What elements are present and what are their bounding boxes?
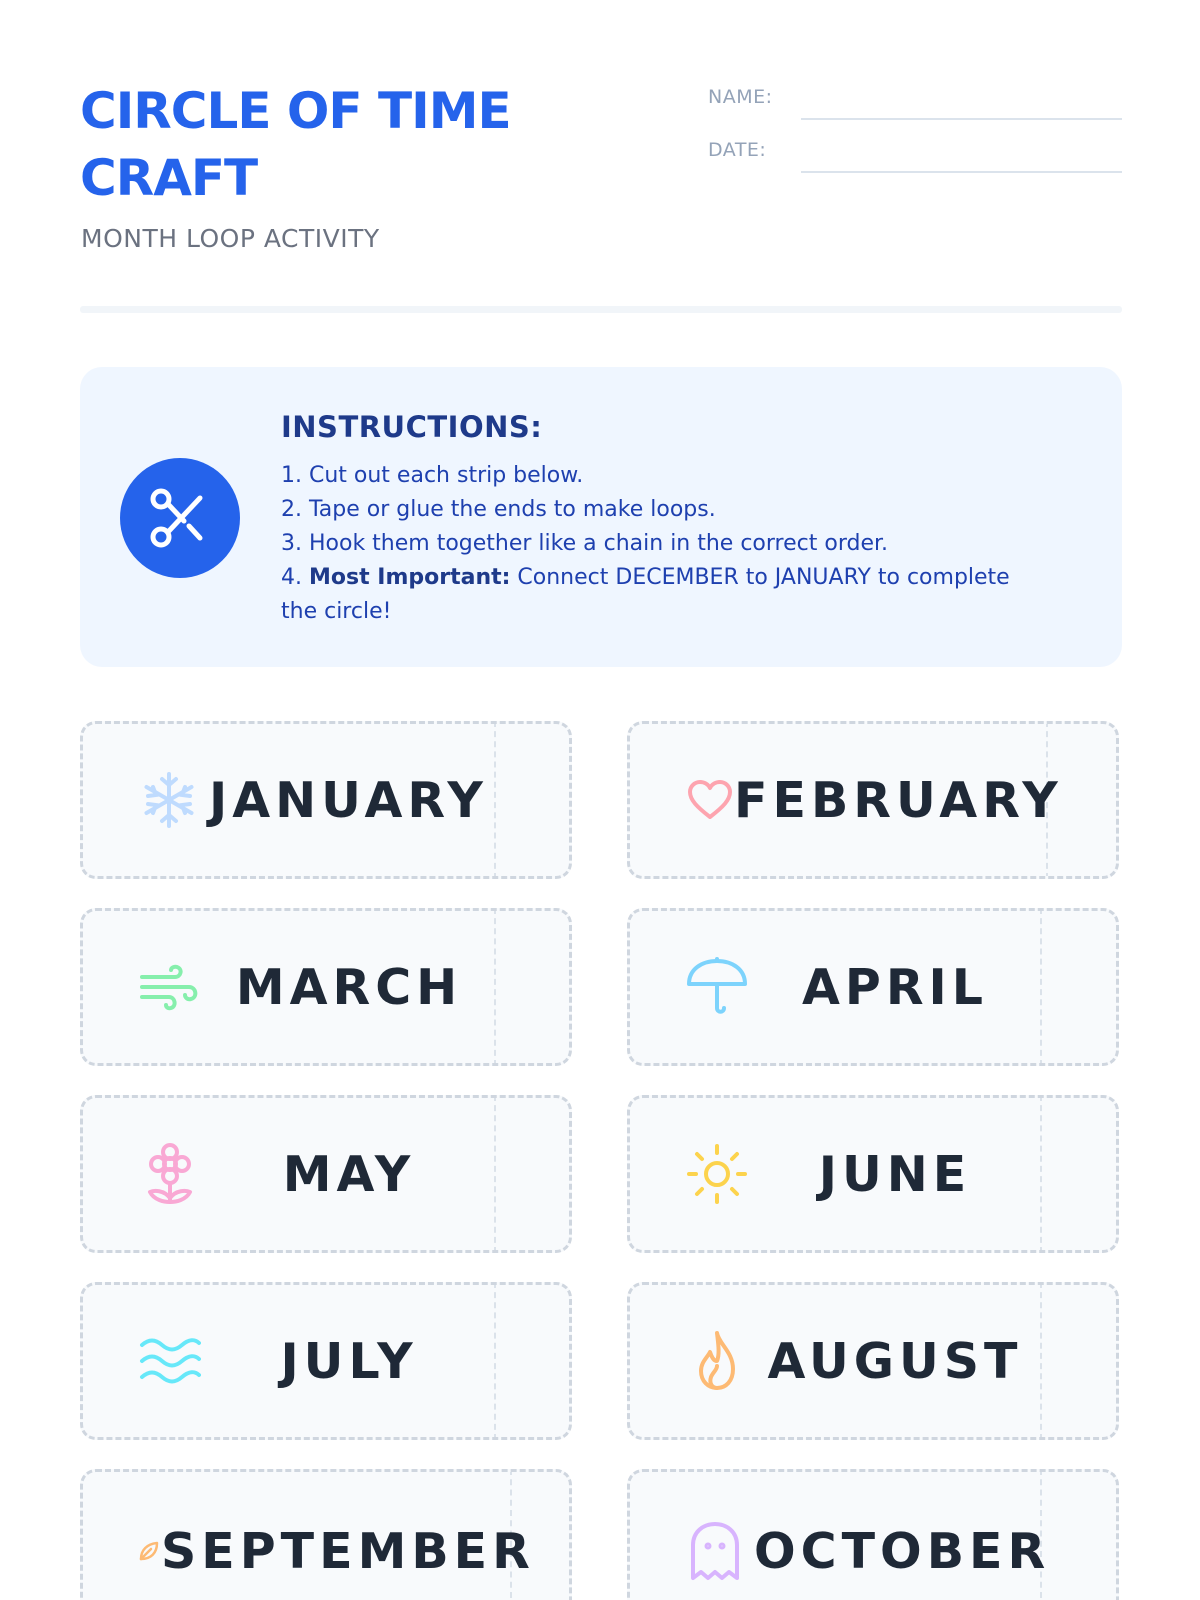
- waves-icon: [139, 1337, 201, 1385]
- month-label: OCTOBER: [754, 1522, 1051, 1580]
- flame-icon: [693, 1330, 741, 1392]
- name-line: [801, 118, 1122, 120]
- month-strip-may[interactable]: [80, 1095, 572, 1253]
- instruction-step: 2. Tape or glue the ends to make loops.: [281, 497, 716, 522]
- month-strip-february[interactable]: [627, 721, 1119, 879]
- glue-tab: [1040, 1095, 1042, 1253]
- step4-prefix: 4.: [281, 565, 309, 590]
- flower-icon: [144, 1142, 196, 1206]
- instruction-step: 1. Cut out each strip below.: [281, 463, 584, 488]
- glue-tab: [494, 1095, 496, 1253]
- month-label: AUGUST: [767, 1332, 1023, 1390]
- heart-icon: [687, 779, 733, 821]
- scissors-icon: [145, 483, 215, 553]
- instruction-step: 3. Hook them together like a chain in the correct order.: [281, 531, 888, 556]
- sun-icon: [686, 1143, 748, 1205]
- instructions-title: INSTRUCTIONS:: [281, 410, 543, 444]
- glue-tab: [494, 908, 496, 1066]
- month-label: APRIL: [801, 958, 989, 1016]
- month-label: JULY: [280, 1332, 418, 1390]
- month-strip-june[interactable]: [627, 1095, 1119, 1253]
- month-label: MARCH: [235, 958, 463, 1016]
- ghost-icon: [689, 1520, 741, 1582]
- header-divider: [80, 306, 1122, 313]
- wind-icon: [139, 961, 201, 1013]
- month-label: MAY: [282, 1145, 416, 1203]
- title-line-2: CRAFT: [80, 149, 258, 207]
- glue-tab: [494, 721, 496, 879]
- month-strip-april[interactable]: [627, 908, 1119, 1066]
- glue-tab: [494, 1282, 496, 1440]
- instruction-step: [281, 561, 1041, 629]
- date-line: [801, 171, 1122, 173]
- month-strip-march[interactable]: [80, 908, 572, 1066]
- glue-tab: [1040, 1282, 1042, 1440]
- month-strip-january[interactable]: [80, 721, 572, 879]
- month-strip-august[interactable]: [627, 1282, 1119, 1440]
- umbrella-icon: [686, 956, 748, 1018]
- leaf-icon: [138, 1540, 160, 1562]
- month-strip-july[interactable]: [80, 1282, 572, 1440]
- step4-emphasis: Most Important:: [308, 565, 511, 590]
- month-label: SEPTEMBER: [161, 1522, 535, 1580]
- date-label: DATE:: [708, 139, 767, 161]
- page-subtitle: MONTH LOOP ACTIVITY: [81, 224, 380, 253]
- instructions-list: [281, 459, 1041, 629]
- month-label: JUNE: [818, 1145, 972, 1203]
- scissors-badge: [120, 458, 240, 578]
- step4-text: Connect DECEMBER to JANUARY to complete the circle!: [281, 565, 1010, 624]
- instructions-panel: [80, 367, 1122, 667]
- month-strip-september[interactable]: [80, 1469, 572, 1600]
- name-label: NAME:: [708, 86, 773, 108]
- title-line-1: CIRCLE OF TIME: [80, 82, 511, 140]
- month-label: FEBRUARY: [734, 771, 1063, 829]
- snowflake-icon: [139, 770, 199, 830]
- month-label: JANUARY: [209, 771, 488, 829]
- page-title: [80, 78, 600, 212]
- glue-tab: [1040, 908, 1042, 1066]
- month-strip-october[interactable]: [627, 1469, 1119, 1600]
